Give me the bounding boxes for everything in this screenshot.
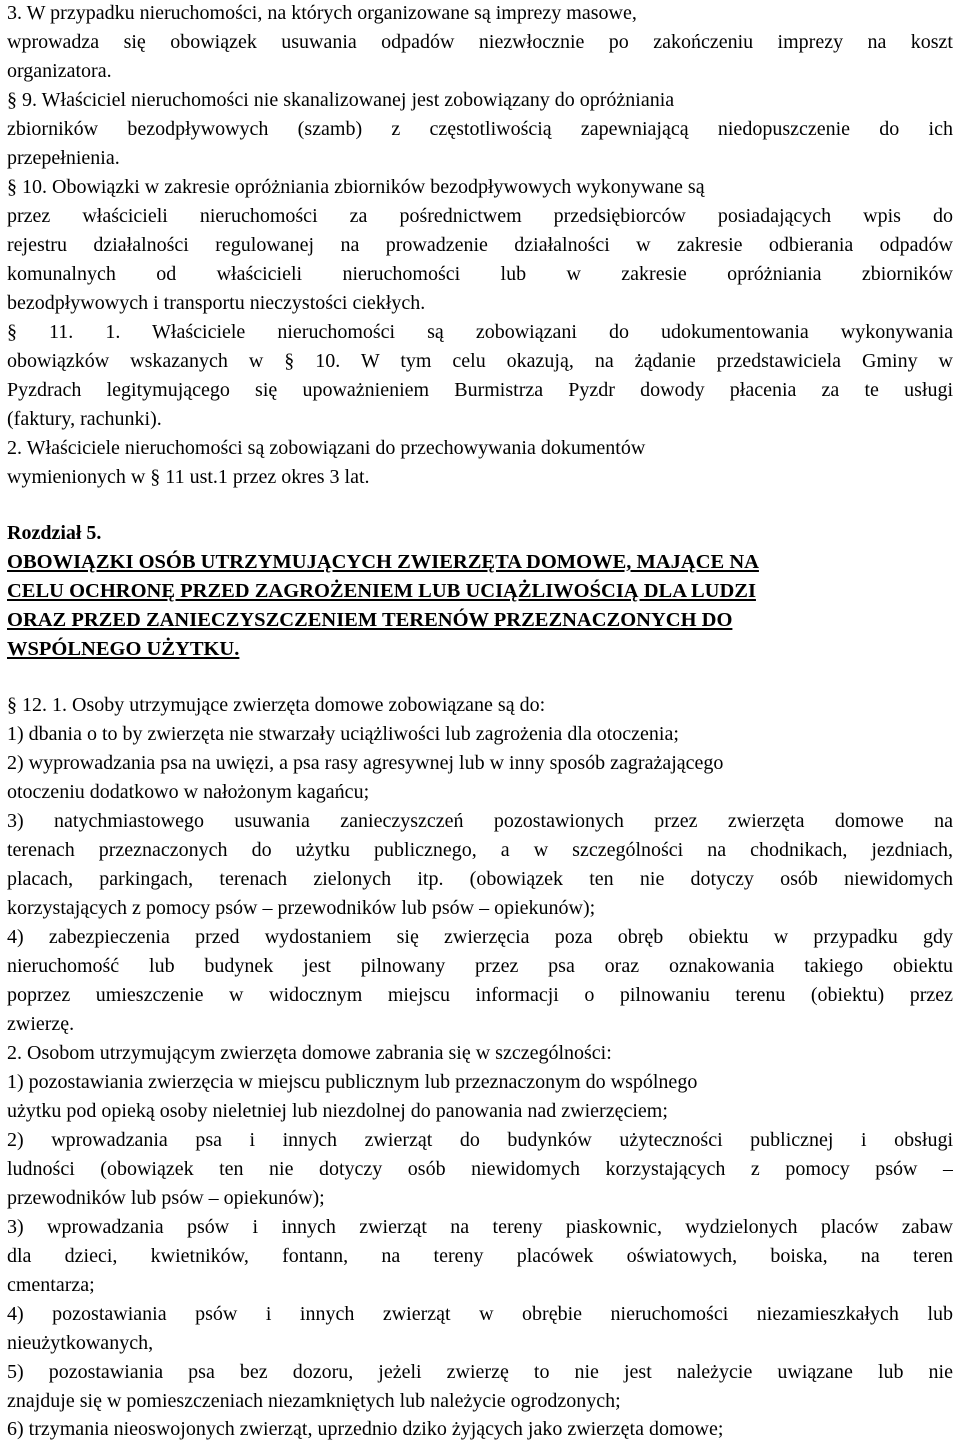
text-line: znajduje się w pomieszczeniach niezamkniętych lub należycie ogrodzonych; <box>7 1390 621 1412</box>
text-line: użytku pod opieką osoby nieletniej lub niezdolnej do panowania nad zwierzęciem; <box>7 1100 668 1122</box>
text-line: ludności (obowiązek ten nie dotyczy osób niewidomych korzystających z pomocy psów – <box>7 1158 953 1180</box>
chapter-title: OBOWIĄZKI OSÓB UTRZYMUJĄCYCH ZWIERZĘTA DOMOWE, MAJĄCE NA <box>7 551 759 573</box>
text-line: zwierzę. <box>7 1013 75 1035</box>
text-line: rejestru działalności regulowanej na prowadzenie działalności w zakresie odbierania odpadów <box>7 234 953 256</box>
text-line: komunalnych od właścicieli nieruchomości lub w zakresie opróżniania zbiorników <box>7 263 953 285</box>
paragraph-9-start: § 9. Właściciel nieruchomości nie skanalizowanej jest zobowiązany do opróżniania <box>7 89 675 111</box>
text-line: przepełnienia. <box>7 147 120 169</box>
text-line: przez właścicieli nieruchomości za pośrednictwem przedsiębiorców posiadających wpis do <box>7 205 953 227</box>
paragraph-11-start: § 11. 1. Właściciele nieruchomości są zobowiązani do udokumentowania wykonywania <box>7 321 953 343</box>
text-line: poprzez umieszczenie w widocznym miejscu informacji o pilnowaniu terenu (obiektu) przez <box>7 984 953 1006</box>
text-line: 2. Osobom utrzymującym zwierzęta domowe zabrania się w szczególności: <box>7 1042 612 1064</box>
list-item: 4) pozostawiania psów i innych zwierząt w obrębie nieruchomości niezamieszkałych lub <box>7 1303 953 1325</box>
paragraph-10-start: § 10. Obowiązki w zakresie opróżniania zbiorników bezodpływowych wykonywane są <box>7 176 705 198</box>
text-line: Pyzdrach legitymującego się upoważnieniem Burmistrza Pyzdr dowody płacenia za te usługi <box>7 379 953 401</box>
text-line: korzystających z pomocy psów – przewodników lub psów – opiekunów); <box>7 897 596 919</box>
text-line: (faktury, rachunki). <box>7 408 162 430</box>
text-line: nieużytkowanych, <box>7 1332 154 1354</box>
chapter-title: ORAZ PRZED ZANIECZYSZCZENIEM TERENÓW PRZEZNACZONYCH DO <box>7 609 733 631</box>
text-line: wprowadza się obowiązek usuwania odpadów niezwłocznie po zakończeniu imprezy na koszt <box>7 31 953 53</box>
text-line: organizatora. <box>7 60 112 82</box>
list-item: 2) wyprowadzania psa na uwięzi, a psa rasy agresywnej lub w inny sposób zagrażającego <box>7 752 724 774</box>
list-item: 2) wprowadzania psa i innych zwierząt do budynków użyteczności publicznej i obsługi <box>7 1129 953 1151</box>
list-item: 3) wprowadzania psów i innych zwierząt na tereny piaskownic, wydzielonych placów zabaw <box>7 1216 953 1238</box>
text-line: zbiorników bezodpływowych (szamb) z częstotliwością zapewniającą niedopuszczenie do ich <box>7 118 953 140</box>
text-line: 3. W przypadku nieruchomości, na których organizowane są imprezy masowe, <box>7 2 637 24</box>
chapter-number: Rozdział 5. <box>7 522 102 544</box>
list-item: 6) trzymania nieoswojonych zwierząt, uprzednio dziko żyjących jako zwierzęta domowe; <box>7 1418 724 1440</box>
text-line: przewodników lub psów – opiekunów); <box>7 1187 325 1209</box>
text-line: terenach przeznaczonych do użytku publicznego, a w szczególności na chodnikach, jezdniach, <box>7 839 953 861</box>
chapter-title: WSPÓLNEGO UŻYTKU. <box>7 638 240 660</box>
chapter-title: CELU OCHRONĘ PRZED ZAGROŻENIEM LUB UCIĄŻLIWOŚCIĄ DLA LUDZI <box>7 580 756 602</box>
text-line: placach, parkingach, terenach zielonych itp. (obowiązek ten nie dotyczy osób niewidomych <box>7 868 953 890</box>
text-line: dla dzieci, kwietników, fontann, na tereny placówek oświatowych, boiska, na teren <box>7 1245 953 1267</box>
text-line: nieruchomość lub budynek jest pilnowany przez psa oraz oznakowania takiego obiektu <box>7 955 953 977</box>
list-item: 4) zabezpieczenia przed wydostaniem się zwierzęcia poza obręb obiektu w przypadku gdy <box>7 926 953 948</box>
text-line: bezodpływowych i transportu nieczystości ciekłych. <box>7 292 426 314</box>
list-item: 3) natychmiastowego usuwania zanieczyszczeń pozostawionych przez zwierzęta domowe na <box>7 810 953 832</box>
text-line: obowiązków wskazanych w § 10. W tym celu okazują, na żądanie przedstawiciela Gminy w <box>7 350 953 372</box>
list-item: 5) pozostawiania psa bez dozoru, jeżeli zwierzę to nie jest należycie uwiązane lub nie <box>7 1361 953 1383</box>
text-line: wymienionych w § 11 ust.1 przez okres 3 lat. <box>7 466 370 488</box>
text-line: cmentarza; <box>7 1274 95 1296</box>
text-line: 2. Właściciele nieruchomości są zobowiązani do przechowywania dokumentów <box>7 437 646 459</box>
list-item: 1) pozostawiania zwierzęcia w miejscu publicznym lub przeznaczonym do wspólnego <box>7 1071 698 1093</box>
paragraph-12-start: § 12. 1. Osoby utrzymujące zwierzęta domowe zobowiązane są do: <box>7 694 546 716</box>
text-line: otoczeniu dodatkowo w nałożonym kagańcu; <box>7 781 370 803</box>
list-item: 1) dbania o to by zwierzęta nie stwarzały uciążliwości lub zagrożenia dla otoczenia; <box>7 723 679 745</box>
